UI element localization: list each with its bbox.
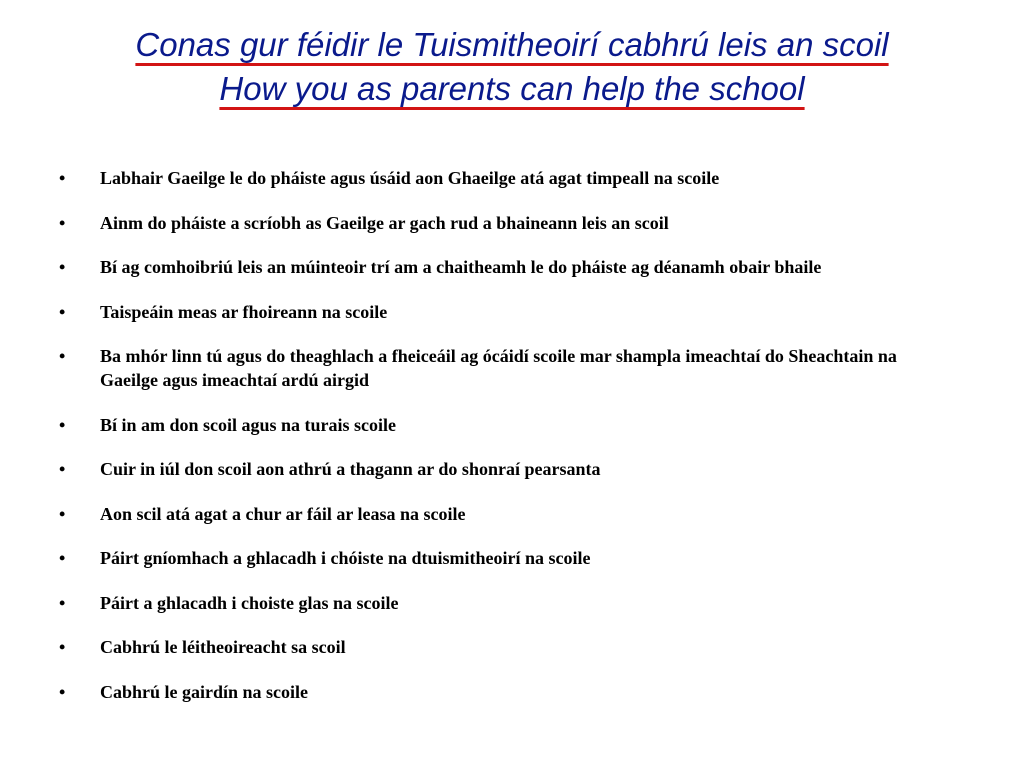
bullet-item: [59, 413, 959, 437]
bullet-text: Páirt gníomhach a ghlacadh i chóiste na dtuismitheoirí na scoile: [100, 548, 591, 568]
bullet-item: [59, 300, 959, 324]
bullet-point-icon: •: [59, 414, 66, 435]
bullet-point-icon: •: [59, 168, 66, 188]
slide-title: [0, 26, 1024, 108]
bullet-item: [59, 211, 959, 235]
bullet-point-icon: •: [59, 548, 66, 568]
title-english: How you as parents can help the school: [219, 70, 805, 107]
bullet-list: [59, 166, 959, 724]
bullet-text: Cabhrú le léitheoireacht sa scoil: [100, 637, 346, 657]
bullet-text: Bí in am don scoil agus na turais scoile: [100, 414, 397, 435]
bullet-point-icon: •: [59, 681, 66, 702]
bullet-text: Taispeáin meas ar fhoireann na scoile: [100, 301, 388, 322]
bullet-item: [59, 635, 959, 659]
bullet-text: Páirt a ghlacadh i choiste glas na scoile: [100, 592, 399, 613]
bullet-point-icon: •: [59, 592, 66, 613]
bullet-text: Bí ag comhoibriú leis an múinteoir trí am a chaitheamh le do pháiste ag déanamh obair bhaile: [100, 257, 822, 277]
bullet-point-icon: •: [59, 257, 66, 277]
bullet-point-icon: •: [59, 503, 66, 524]
bullet-point-icon: •: [59, 459, 66, 479]
bullet-item: [59, 166, 959, 190]
bullet-item: [59, 591, 959, 615]
bullet-point-icon: •: [59, 301, 66, 322]
bullet-item: [59, 680, 959, 704]
title-irish: Conas gur féidir le Tuismitheoirí cabhrú leis an scoil: [135, 26, 889, 63]
bullet-text: Cabhrú le gairdín na scoile: [100, 681, 309, 702]
bullet-point-icon: •: [59, 212, 66, 233]
bullet-text: Ba mhór linn tú agus do theaghlach a fheiceáil ag ócáidí scoile mar shampla imeachtaí do Sheachtain na Gaeilge agus imeachtaí ardú airgid: [100, 346, 897, 390]
bullet-item: [59, 502, 959, 526]
bullet-text: Aon scil atá agat a chur ar fáil ar leasa na scoile: [100, 503, 466, 524]
bullet-item: [59, 344, 959, 392]
bullet-text: Labhair Gaeilge le do pháiste agus úsáid aon Ghaeilge atá agat timpeall na scoile: [100, 168, 720, 188]
bullet-text: Cuir in iúl don scoil aon athrú a thagann ar do shonraí pearsanta: [100, 459, 601, 479]
bullet-point-icon: •: [59, 637, 66, 657]
bullet-text: Ainm do pháiste a scríobh as Gaeilge ar gach rud a bhaineann leis an scoil: [100, 212, 669, 233]
bullet-item: [59, 546, 959, 570]
bullet-point-icon: •: [59, 346, 66, 366]
bullet-item: [59, 255, 959, 279]
bullet-item: [59, 457, 959, 481]
